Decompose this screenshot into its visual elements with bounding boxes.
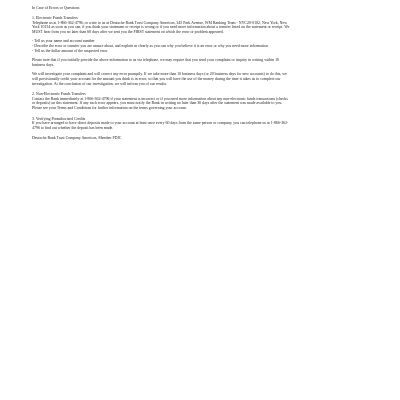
section-verifying-preauthorized-credits <box>32 117 290 131</box>
section-1-paragraph-1: Telephone us at 1-866-362-4796; or write to us at Deutsche Bank Trust Company Americas, 345 Park Avenue, WM Banking Team - NYC20-0102, New York, New York 10154 as soon as you can, if you think your statement or receipt is wrong or if you need more information about a transfer listed on the statement or receipt. We MUST hear from you no later than 60 days after we sent you the FIRST statement on which the error or problem appeared. <box>32 20 290 34</box>
section-2-title: 2. Non-Electronic Funds Transfers <box>32 92 86 97</box>
section-electronic-funds-transfers <box>32 16 290 86</box>
section-3-paragraph: If you have arranged to have direct deposits made to your account at least once every 60 days from the same person or company, you can telephone us at 1-866-362-4796 to find out whether the deposit has been made. <box>32 121 289 130</box>
document-heading: In Case of Errors or Questions <box>32 6 80 10</box>
bullet-item: - Tell us the dollar amount of the suspected error <box>32 48 108 53</box>
bullet-item: - Tell us your name and account number <box>32 39 95 44</box>
section-3-title: 3. Verifying Preauthorized Credits <box>32 116 86 121</box>
section-2-paragraph: Contact the Bank immediately at 1-866-362-4796 if your statement is incorrect or if you need more information about any non-electronic funds transactions (checks or deposits) on this statement. If any such error appears, you must notify the Bank in writing no later than 30 days after the statement was made available to you. Please see your Terms and Conditions for further information on the terms governing your account. <box>32 96 288 110</box>
section-1-bullet-list <box>32 39 290 53</box>
section-non-electronic-funds-transfers <box>32 92 290 110</box>
section-1-title: 1. Electronic Funds Transfers <box>32 16 78 20</box>
document-footer: Deutsche Bank Trust Company Americas, Member FDIC <box>32 136 122 141</box>
bullet-item: - Describe the error or transfer you are unsure about, and explain as clearly as you can why you believe it is an error or why you need more information <box>32 43 268 48</box>
section-1-paragraph-3: We will investigate your complaint and will correct any error promptly. If we take more than 10 business days (or 20 business days for new accounts) to do this, we will provisionally credit your account for the amount you think is in error, so that you will have the use of the money during the time it takes us to complete our investigation. At the conclusion of our investigation, we will inform you of our results. <box>32 72 287 86</box>
section-1-paragraph-2: Please note that if you initially provide the above information to us via telephone, we may require that you send your complaint or inquiry in writing within 10 business days. <box>32 58 280 67</box>
